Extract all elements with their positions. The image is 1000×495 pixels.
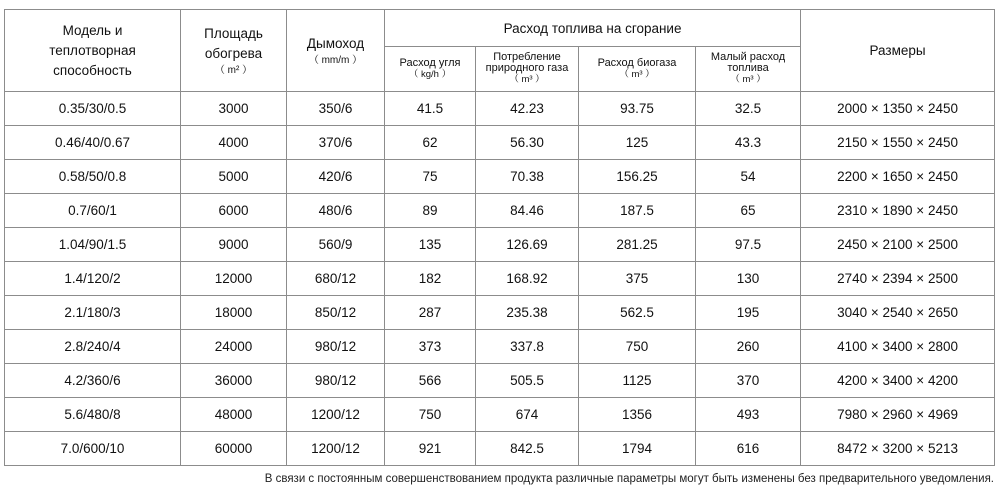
cell-dimensions: 2740 × 2394 × 2500 xyxy=(801,262,995,296)
cell-area: 3000 xyxy=(181,92,287,126)
cell-model: 5.6/480/8 xyxy=(5,398,181,432)
cell-coal: 135 xyxy=(385,228,476,262)
header-chimney-label: Дымоход xyxy=(306,35,365,51)
cell-biogas: 281.25 xyxy=(579,228,696,262)
cell-small-fuel: 616 xyxy=(696,432,801,466)
cell-gas: 42.23 xyxy=(476,92,579,126)
cell-dimensions: 2310 × 1890 × 2450 xyxy=(801,194,995,228)
cell-area: 5000 xyxy=(181,160,287,194)
cell-gas: 235.38 xyxy=(476,296,579,330)
header-coal xyxy=(385,47,476,92)
cell-model: 0.35/30/0.5 xyxy=(5,92,181,126)
cell-gas: 70.38 xyxy=(476,160,579,194)
cell-gas: 126.69 xyxy=(476,228,579,262)
header-chimney xyxy=(287,10,385,92)
cell-dimensions: 8472 × 3200 × 5213 xyxy=(801,432,995,466)
table-row xyxy=(5,398,995,432)
cell-area: 60000 xyxy=(181,432,287,466)
cell-biogas: 1356 xyxy=(579,398,696,432)
cell-chimney: 1200/12 xyxy=(287,432,385,466)
cell-dimensions: 2450 × 2100 × 2500 xyxy=(801,228,995,262)
table-body xyxy=(5,92,995,466)
cell-small-fuel: 43.3 xyxy=(696,126,801,160)
cell-coal: 287 xyxy=(385,296,476,330)
cell-dimensions: 2000 × 1350 × 2450 xyxy=(801,92,995,126)
disclaimer-footnote: В связи с постоянным совершенствованием продукта различные параметры могут быть изменены без предварительного уведомления. xyxy=(264,473,994,485)
cell-area: 36000 xyxy=(181,364,287,398)
header-small-fuel xyxy=(696,47,801,92)
cell-coal: 62 xyxy=(385,126,476,160)
header-area-unit: （ m² ） xyxy=(214,64,253,76)
cell-biogas: 1794 xyxy=(579,432,696,466)
cell-model: 1.04/90/1.5 xyxy=(5,228,181,262)
header-model-label: Модель и теплотворная способность xyxy=(49,22,136,78)
cell-gas: 84.46 xyxy=(476,194,579,228)
header-coal-label: Расход угля xyxy=(399,56,461,69)
header-biogas-label: Расход биогаза xyxy=(597,56,677,69)
cell-dimensions: 2200 × 1650 × 2450 xyxy=(801,160,995,194)
table-row xyxy=(5,92,995,126)
table-row xyxy=(5,228,995,262)
cell-dimensions: 7980 × 2960 × 4969 xyxy=(801,398,995,432)
cell-area: 4000 xyxy=(181,126,287,160)
cell-chimney: 370/6 xyxy=(287,126,385,160)
cell-model: 2.8/240/4 xyxy=(5,330,181,364)
cell-coal: 566 xyxy=(385,364,476,398)
cell-gas: 505.5 xyxy=(476,364,579,398)
cell-area: 18000 xyxy=(181,296,287,330)
cell-model: 7.0/600/10 xyxy=(5,432,181,466)
cell-biogas: 125 xyxy=(579,126,696,160)
table-row xyxy=(5,364,995,398)
header-gas-unit: （ m³ ） xyxy=(509,74,545,85)
table-row xyxy=(5,160,995,194)
cell-gas: 337.8 xyxy=(476,330,579,364)
header-model xyxy=(5,10,181,92)
cell-gas: 674 xyxy=(476,398,579,432)
cell-area: 24000 xyxy=(181,330,287,364)
cell-coal: 750 xyxy=(385,398,476,432)
cell-small-fuel: 97.5 xyxy=(696,228,801,262)
cell-model: 0.46/40/0.67 xyxy=(5,126,181,160)
header-area xyxy=(181,10,287,92)
header-dimensions-label: Размеры xyxy=(869,42,926,58)
cell-biogas: 93.75 xyxy=(579,92,696,126)
cell-small-fuel: 493 xyxy=(696,398,801,432)
cell-small-fuel: 32.5 xyxy=(696,92,801,126)
header-biogas-unit: （ m³ ） xyxy=(619,68,655,80)
cell-model: 1.4/120/2 xyxy=(5,262,181,296)
cell-chimney: 850/12 xyxy=(287,296,385,330)
header-small-fuel-unit: （ m³ ） xyxy=(730,74,766,85)
cell-biogas: 375 xyxy=(579,262,696,296)
table-row xyxy=(5,126,995,160)
cell-chimney: 420/6 xyxy=(287,160,385,194)
cell-gas: 56.30 xyxy=(476,126,579,160)
cell-coal: 921 xyxy=(385,432,476,466)
cell-small-fuel: 130 xyxy=(696,262,801,296)
cell-coal: 41.5 xyxy=(385,92,476,126)
header-chimney-unit: （ mm/m ） xyxy=(308,54,363,66)
cell-area: 6000 xyxy=(181,194,287,228)
cell-chimney: 980/12 xyxy=(287,330,385,364)
cell-biogas: 750 xyxy=(579,330,696,364)
cell-biogas: 156.25 xyxy=(579,160,696,194)
cell-chimney: 350/6 xyxy=(287,92,385,126)
header-dimensions xyxy=(801,10,995,92)
table-row xyxy=(5,194,995,228)
cell-chimney: 560/9 xyxy=(287,228,385,262)
cell-model: 0.58/50/0.8 xyxy=(5,160,181,194)
header-fuel-group-label: Расход топлива на сгорание xyxy=(503,20,682,36)
cell-small-fuel: 54 xyxy=(696,160,801,194)
cell-biogas: 1125 xyxy=(579,364,696,398)
cell-dimensions: 2150 × 1550 × 2450 xyxy=(801,126,995,160)
table-row xyxy=(5,296,995,330)
cell-coal: 75 xyxy=(385,160,476,194)
header-small-fuel-label: Малый расход топлива xyxy=(710,51,786,74)
cell-chimney: 980/12 xyxy=(287,364,385,398)
cell-biogas: 562.5 xyxy=(579,296,696,330)
cell-area: 9000 xyxy=(181,228,287,262)
cell-model: 4.2/360/6 xyxy=(5,364,181,398)
boiler-spec-table xyxy=(4,9,995,466)
cell-chimney: 1200/12 xyxy=(287,398,385,432)
table-header xyxy=(5,10,995,92)
cell-small-fuel: 370 xyxy=(696,364,801,398)
cell-small-fuel: 65 xyxy=(696,194,801,228)
cell-dimensions: 4200 × 3400 × 4200 xyxy=(801,364,995,398)
header-gas xyxy=(476,47,579,92)
cell-gas: 842.5 xyxy=(476,432,579,466)
cell-small-fuel: 260 xyxy=(696,330,801,364)
header-area-label: Площадь обогрева xyxy=(204,25,263,61)
cell-area: 12000 xyxy=(181,262,287,296)
header-fuel-group xyxy=(385,10,801,47)
header-gas-label: Потребление природного газа xyxy=(485,51,569,74)
cell-area: 48000 xyxy=(181,398,287,432)
cell-coal: 182 xyxy=(385,262,476,296)
cell-dimensions: 4100 × 3400 × 2800 xyxy=(801,330,995,364)
cell-biogas: 187.5 xyxy=(579,194,696,228)
cell-model: 2.1/180/3 xyxy=(5,296,181,330)
cell-coal: 89 xyxy=(385,194,476,228)
cell-chimney: 480/6 xyxy=(287,194,385,228)
cell-small-fuel: 195 xyxy=(696,296,801,330)
cell-gas: 168.92 xyxy=(476,262,579,296)
table-row xyxy=(5,432,995,466)
table-row xyxy=(5,262,995,296)
cell-dimensions: 3040 × 2540 × 2650 xyxy=(801,296,995,330)
table-row xyxy=(5,330,995,364)
header-biogas xyxy=(579,47,696,92)
header-coal-unit: （ kg/h ） xyxy=(408,68,452,80)
cell-coal: 373 xyxy=(385,330,476,364)
cell-chimney: 680/12 xyxy=(287,262,385,296)
cell-model: 0.7/60/1 xyxy=(5,194,181,228)
